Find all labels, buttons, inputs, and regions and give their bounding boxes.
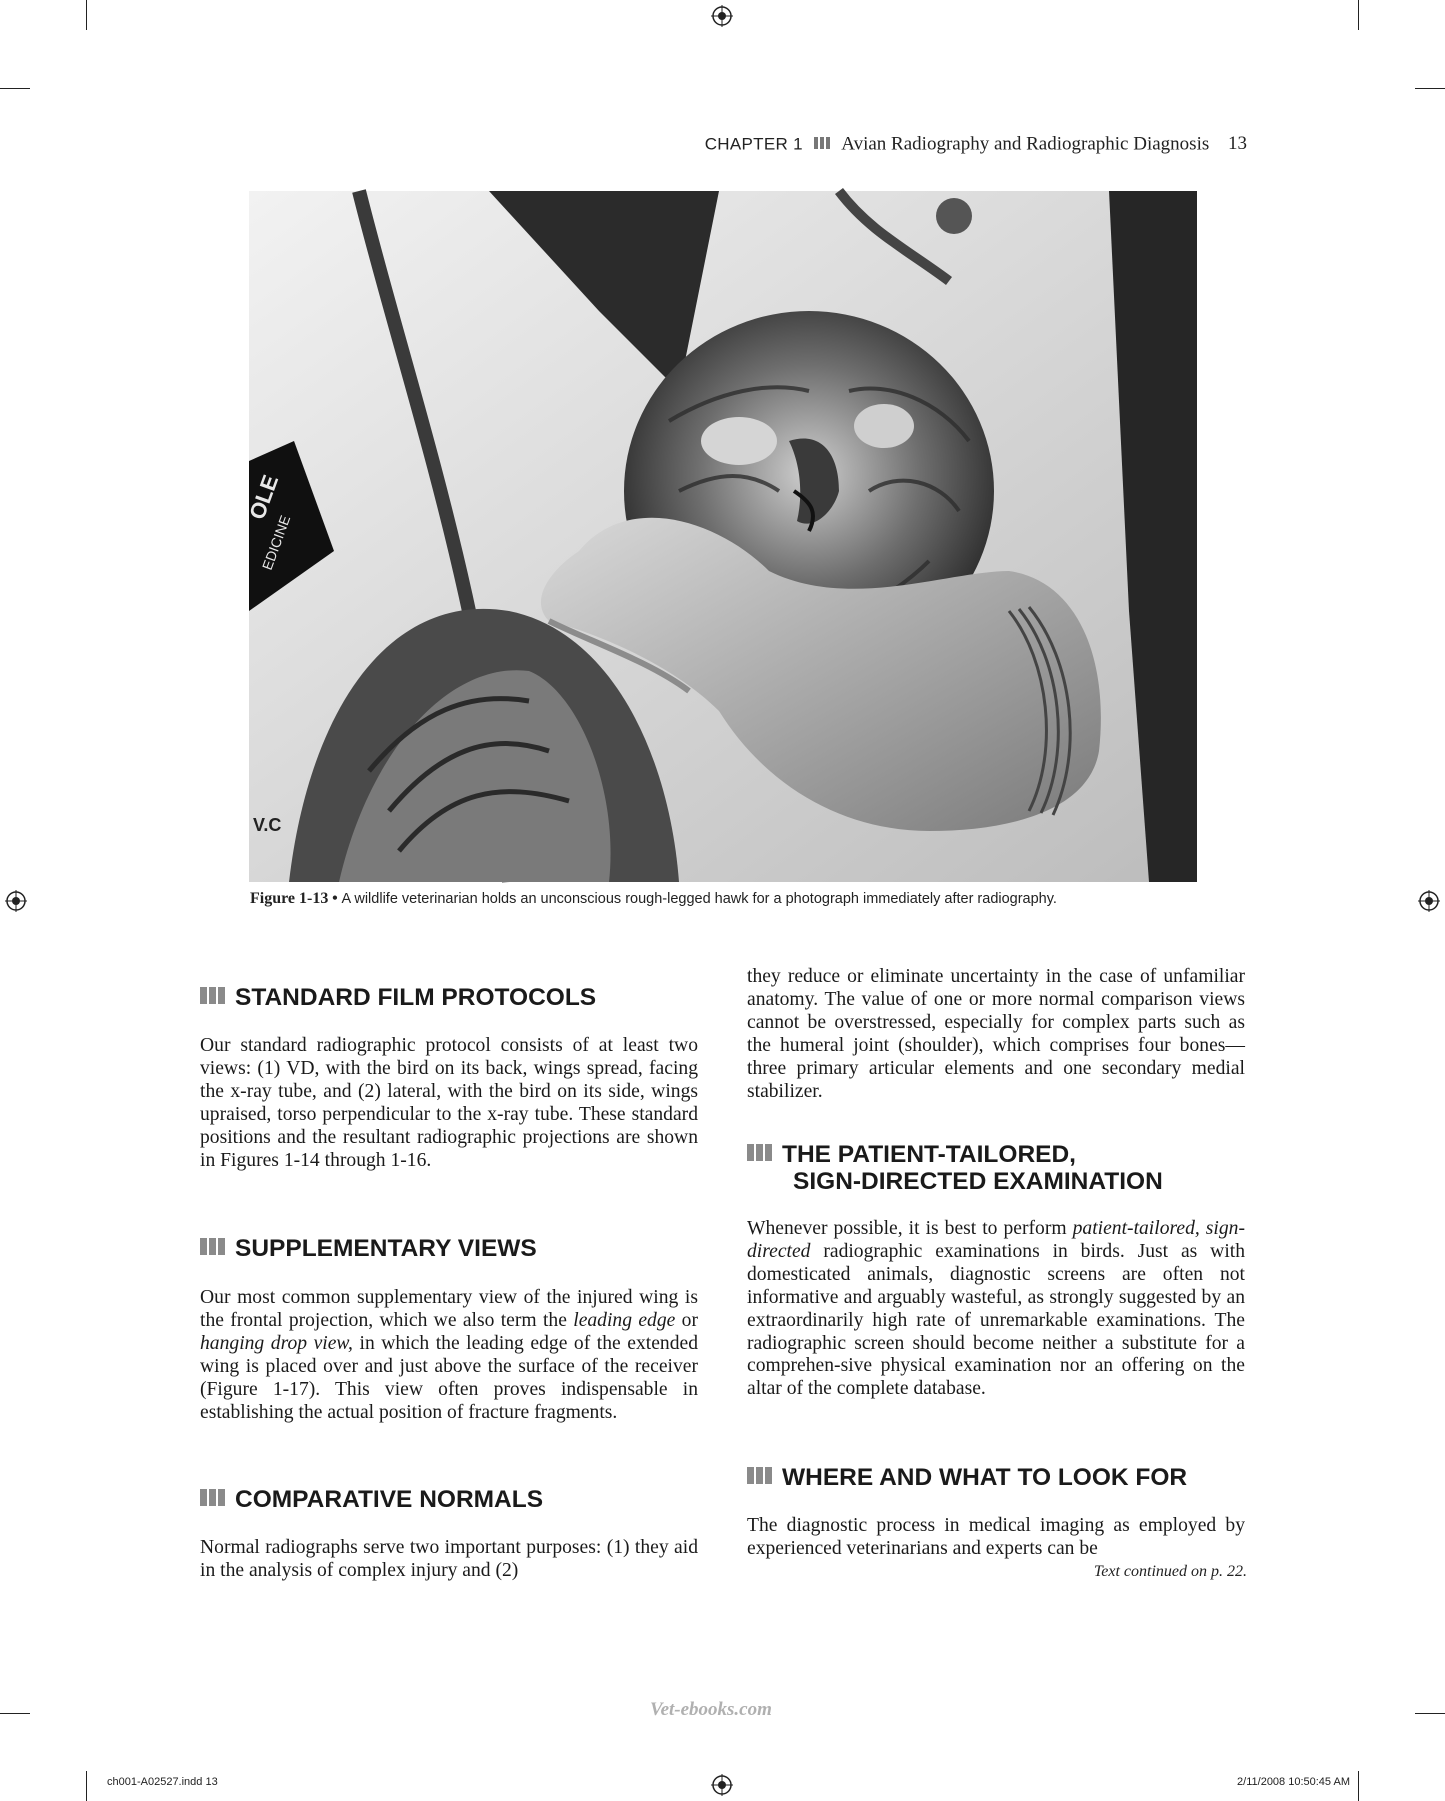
section-bars-icon (814, 133, 832, 155)
running-head (705, 133, 1247, 157)
paragraph-text: Our most common supplementary view of the injured wing is the frontal projection, which we also term the (200, 1287, 698, 1331)
section-heading-comparative (200, 1485, 543, 1513)
name-tag-text: V.C (253, 815, 282, 835)
crop-mark (0, 1713, 30, 1714)
heading-text: WHERE AND WHAT TO LOOK FOR (782, 1464, 1188, 1491)
figure-label: Figure 1-13 (250, 890, 329, 907)
registration-mark-icon (711, 1774, 733, 1796)
paragraph-where: The diagnostic process in medical imaging as employed by experienced veterinarians and experts can be (747, 1515, 1245, 1559)
caption-text: A wildlife veterinarian holds an unconscious rough-legged hawk for a photograph immediately after radiography. (341, 891, 1057, 907)
paragraph-comparative-continued: they reduce or eliminate uncertainty in the case of unfamiliar anatomy. The value of one or more normal comparison views cannot be overstressed, especially for complex parts such as the humeral joint (shoulder), which comprises four bones—three primary articular elements and one secondary medial stabilizer. (747, 966, 1245, 1102)
paragraph-text: in which the leading edge of the extended wing is placed over and just above the surface of the receiver (Figure 1-17). This view often proves indispensable in establishing the actual position of fracture fragments. (200, 1332, 698, 1423)
section-heading-supplementary (200, 1234, 537, 1262)
section-bars-icon (200, 1234, 227, 1261)
paragraph-comparative: Normal radiographs serve two important purposes: (1) they aid in the analysis of complex injury and (2) (200, 1537, 698, 1581)
paragraph-supplementary (200, 1287, 698, 1424)
section-bars-icon (747, 1463, 774, 1490)
registration-mark-icon (5, 890, 27, 912)
crop-mark (1415, 1713, 1445, 1714)
chapter-title: Avian Radiography and Radiographic Diagnosis (841, 133, 1210, 155)
crop-mark (86, 1771, 87, 1801)
section-bars-icon (200, 983, 227, 1010)
figure-photo (244, 191, 1197, 882)
vet-ebooks-logo (650, 1697, 795, 1721)
heading-text: THE PATIENT-TAILORED, (782, 1141, 1076, 1168)
badge-text: OLE (244, 471, 284, 523)
heading-text: STANDARD FILM PROTOCOLS (235, 984, 597, 1011)
paragraph-text: radiographic examinations in birds. Just as with domesticated animals, diagnostic screens are often not informative and arguably wasteful, as strongly suggested by an extraordinarily high rate of unremarkable examinations. The radiographic screen should become neither a substitute for a comprehen-sive physical examination nor an offering on the altar of the complete database. (747, 1240, 1245, 1400)
crop-mark (1358, 0, 1359, 30)
paragraph-emphasis: patient-tailored, sign-directed (747, 1218, 1245, 1262)
footer-date: 2/11/2008 10:50:45 AM (1237, 1776, 1350, 1788)
badge-text: EDICINE (258, 513, 294, 573)
section-heading-patient (747, 1140, 1163, 1195)
paragraph-patient (747, 1218, 1245, 1401)
section-heading-standard (200, 983, 596, 1011)
registration-mark-icon (1418, 890, 1440, 912)
registration-mark-icon (711, 5, 733, 27)
caption-bullet: • (332, 890, 338, 907)
heading-text: SUPPLEMENTARY VIEWS (235, 1235, 537, 1262)
crop-mark (1358, 1771, 1359, 1801)
paragraph-text: or (675, 1309, 698, 1331)
figure-caption (250, 890, 1210, 908)
paragraph-emphasis: leading edge (573, 1309, 676, 1331)
hawk-photo-image (244, 191, 1197, 882)
section-bars-icon (200, 1485, 227, 1512)
chapter-label: CHAPTER 1 (704, 134, 803, 154)
paragraph-emphasis: hanging drop view, (200, 1332, 353, 1354)
crop-mark (86, 0, 87, 30)
crop-mark (0, 88, 30, 89)
paragraph-text: Whenever possible, it is best to perform (747, 1218, 1073, 1239)
heading-text: SIGN-DIRECTED EXAMINATION (793, 1168, 1163, 1195)
crop-mark (1415, 88, 1445, 89)
footer-file: ch001-A02527.indd 13 (107, 1776, 218, 1788)
section-heading-where (747, 1463, 1187, 1491)
section-bars-icon (747, 1140, 774, 1167)
heading-text: COMPARATIVE NORMALS (235, 1486, 544, 1513)
paragraph-standard: Our standard radiographic protocol consists of at least two views: (1) VD, with the bird on its back, wings spread, facing the x-ray tube, and (2) lateral, with the bird on its side, wings upraised, torso perpendicular to the x-ray tube. These standard positions and the resultant radiographic projections are shown in Figures 1-14 through 1-16. (200, 1035, 698, 1171)
continued-note: Text continued on p. 22. (1093, 1563, 1247, 1580)
page-number: 13 (1228, 133, 1247, 155)
watermark-text: Vet-ebooks.com (650, 1699, 772, 1720)
